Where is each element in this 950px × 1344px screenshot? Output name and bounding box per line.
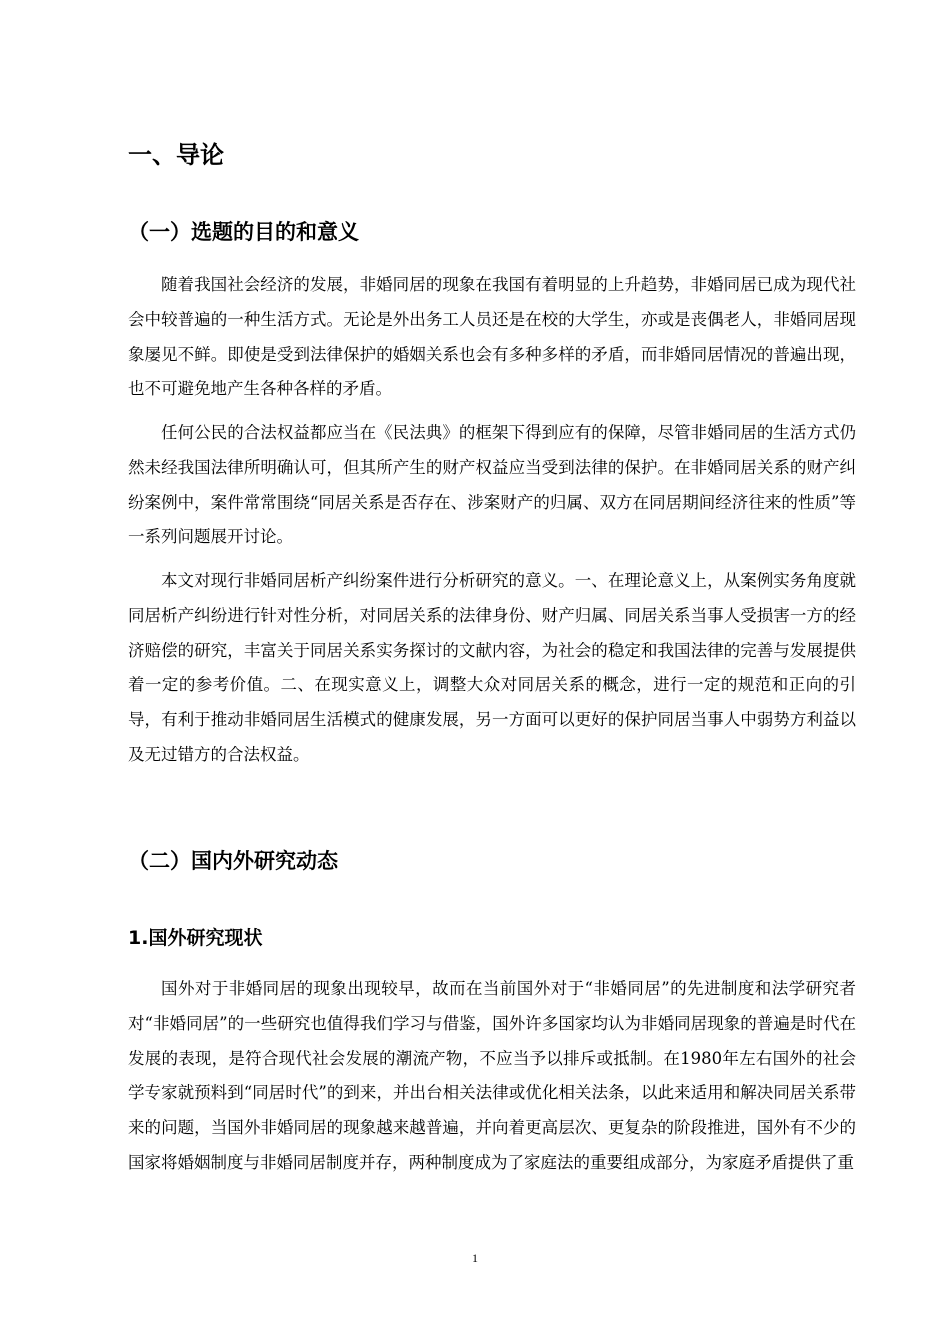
section-heading-purpose: （一）选题的目的和意义: [128, 220, 359, 244]
body-paragraph: 国外对于非婚同居的现象出现较早，故而在当前国外对于“非婚同居”的先进制度和法学研究者对“非婚同居”的一些研究也值得我们学习与借鉴，国外许多国家均认为非婚同居现象的普遍是时代在发展的表现，是符合现代社会发展的潮流产物，不应当予以排斥或抵制。在1980年左右国外的社会学专家就预料到“同居时代”的到来，并出台相关法律或优化相关法条，以此来适用和解决同居关系带来的问题，当国外非婚同居的现象越来越普遍，并向着更高层次、更复杂的阶段推进，国外有不少的国家将婚姻制度与非婚同居制度并存，两种制度成为了家庭法的重要组成部分，为家庭矛盾提供了重: [128, 979, 856, 1172]
chapter-heading: 一、导论: [128, 141, 224, 169]
body-paragraph: 本文对现行非婚同居析产纠纷案件进行分析研究的意义。一、在理论意义上，从案例实务角度就同居析产纠纷进行针对性分析，对同居关系的法律身份、财产归属、同居关系当事人受损害一方的经济赔偿的研究，丰富关于同居关系实务探讨的文献内容，为社会的稳定和我国法律的完善与发展提供着一定的参考价值。二、在现实意义上，调整大众对同居关系的概念，进行一定的规范和正向的引导，有利于推动非婚同居生活模式的健康发展，另一方面可以更好的保护同居当事人中弱势方利益以及无过错方的合法权益。: [128, 571, 856, 764]
body-paragraph: 任何公民的合法权益都应当在《民法典》的框架下得到应有的保障，尽管非婚同居的生活方式仍然未经我国法律所明确认可，但其所产生的财产权益应当受到法律的保护。在非婚同居关系的财产纠纷案例中，案件常常围绕“同居关系是否存在、涉案财产的归属、双方在同居期间经济往来的性质”等一系列问题展开讨论。: [128, 423, 856, 547]
section-heading-research: （二）国内外研究动态: [128, 849, 338, 873]
subsection-heading-foreign: 1.国外研究现状: [128, 927, 263, 949]
body-paragraph: 随着我国社会经济的发展，非婚同居的现象在我国有着明显的上升趋势，非婚同居已成为现代社会中较普遍的一种生活方式。无论是外出务工人员还是在校的大学生，亦或是丧偶老人，非婚同居现象屡见不鲜。即使是受到法律保护的婚姻关系也会有多种多样的矛盾，而非婚同居情况的普遍出现，也不可避免地产生各种各样的矛盾。: [128, 275, 856, 399]
page-number: 1: [472, 1251, 478, 1265]
